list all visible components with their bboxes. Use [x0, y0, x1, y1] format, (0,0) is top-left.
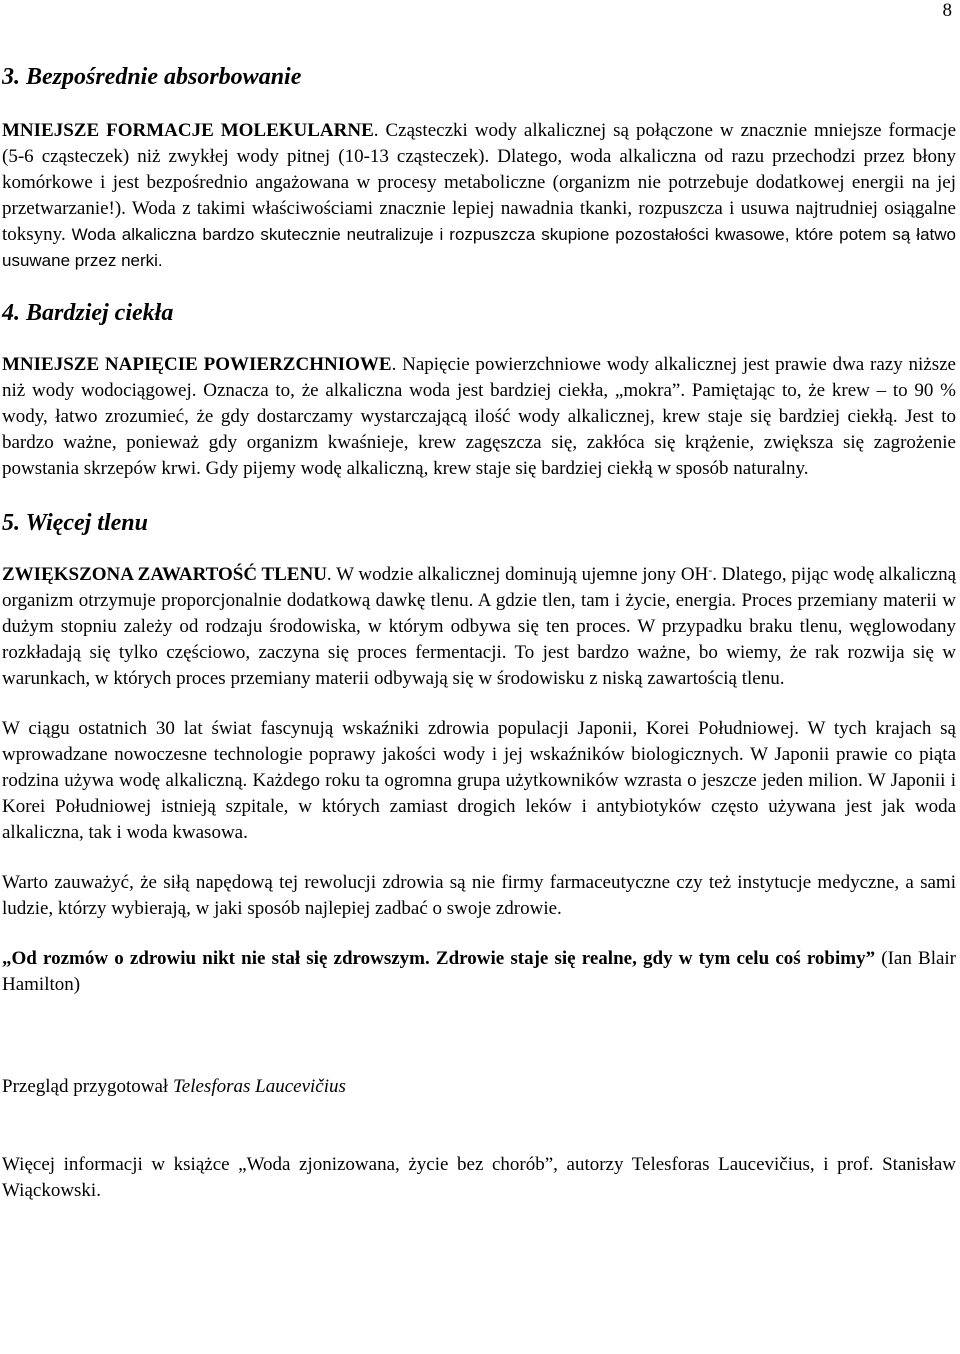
section-5-lead: ZWIĘKSZONA ZAWARTOŚĆ TLENU — [2, 564, 327, 585]
section-4-heading: 4. Bardziej ciekła — [2, 300, 174, 326]
section-4-text: . Napięcie powierzchniowe wody alkalicznej jest prawie dwa razy niższe niż wody wodociągowej. Oznacza to, że alkaliczna woda jest bardziej ciekła, „mokra”. Pamiętając to, że krew – to 90 % wody, łatwo zrozumieć, że gdy dostarczamy wystarczającą ilość wody alkalicznej, krew staje się bardziej ciekłą. Jest to bardzo ważne, ponieważ gdy organizm kwaśnieje, krew zagęszcza się, zakłóca się krążenie, zwiększa się zagrożenie powstania skrzepów krwi. Gdy pijemy wodę alkaliczną, krew staje się bardziej ciekłą w sposób naturalny. — [2, 354, 956, 479]
section-5-text-b: . Dlatego, pijąc wodę alkaliczną organizm otrzymuje proporcjonalnie dodatkową dawkę tlenu. A gdzie tlen, tam i życie, energia. Proces przemiany materii w dużym stopniu zależy od rodzaju środowiska, w którym odbywa się ten proces. W przypadku braku tlenu, węglowodany rozkładają się tylko częściowo, zaczyna się proces fermentacji. To jest bardzo ważne, bo wiemy, że rak rozwija się w warunkach, w których proces przemiany materii odbywają się w środowisku z niską zawartością tlenu. — [2, 564, 957, 689]
credit-author-name: Telesforas Laucevičius — [172, 1076, 346, 1097]
health-revolution-paragraph: Warto zauważyć, że siłą napędową tej rewolucji zdrowia są nie firmy farmaceutyczne czy też instytucje medyczne, a sami ludzie, którzy wybierają, w jaki sposób najlepiej zadbać o swoje zdrowie. — [2, 872, 956, 919]
section-3-text-serif: . Cząsteczki wody alkalicznej są połączone w znacznie mniejsze formacje (5-6 cząsteczek) niż zwykłej wody pitnej (10-13 cząsteczek). Dlatego, woda alkaliczna od razu przechodzi przez błony komórkowe i jest bezpośrednio angażowana w procesy metaboliczne (organizm nie potrzebuje dodatkowej energii na jej przetwarzanie!). Woda z takimi właściwościami znacznie lepiej nawadnia tkanki, rozpuszcza i usuwa najtrudniej osiągalne toksyny. — [2, 120, 956, 245]
credit-label: Przegląd przygotował — [2, 1076, 173, 1097]
japan-korea-paragraph: W ciągu ostatnich 30 lat świat fascynują wskaźniki zdrowia populacji Japonii, Korei Południowej. W tych krajach są wprowadzane nowoczesne technologie poprawy jakości wody i jej wskaźników biologicznych. W Japonii prawie co piąta rodzina używa wodę alkaliczną. Każdego roku ta ogromna grupa użytkowników wzrasta o jeszcze jeden milion. W Japonii i Korei Południowej istnieją szpitale, w których zamiast drogich leków i antybiotyków często używana jest jak woda alkaliczna, tak i woda kwasowa. — [2, 718, 956, 843]
section-3-paragraph — [2, 118, 956, 274]
section-3-heading: 3. Bezpośrednie absorbowanie — [2, 64, 302, 90]
section-3-lead: MNIEJSZE FORMACJE MOLEKULARNE — [2, 120, 374, 141]
section-4-paragraph — [2, 352, 956, 482]
section-5-paragraph — [2, 562, 956, 692]
more-info-paragraph: Więcej informacji w książce „Woda zjonizowana, życie bez chorób”, autorzy Telesforas Laucevičius, i prof. Stanisław Wiąckowski. — [2, 1154, 956, 1201]
quote-text: „Od rozmów o zdrowiu nikt nie stał się zdrowszym. Zdrowie staje się realne, gdy w tym celu coś robimy” — [2, 948, 876, 969]
section-3-text-sans: Woda alkaliczna bardzo skutecznie neutralizuje i rozpuszcza skupione pozostałości kwasowe, które potem są łatwo usuwane przez nerki. — [2, 225, 956, 270]
quote-paragraph — [2, 946, 956, 998]
credit-line — [2, 1074, 956, 1100]
section-4-lead: MNIEJSZE NAPIĘCIE POWIERZCHNIOWE — [2, 354, 392, 375]
section-5-heading: 5. Więcej tlenu — [2, 510, 148, 536]
document-body — [2, 62, 956, 1204]
hydroxide-charge-superscript: - — [708, 563, 713, 577]
page-number: 8 — [942, 0, 952, 21]
quote-author: (Ian Blair Hamilton) — [2, 948, 957, 995]
section-5-text-a: . W wodzie alkalicznej dominują ujemne jony OH — [326, 564, 709, 585]
